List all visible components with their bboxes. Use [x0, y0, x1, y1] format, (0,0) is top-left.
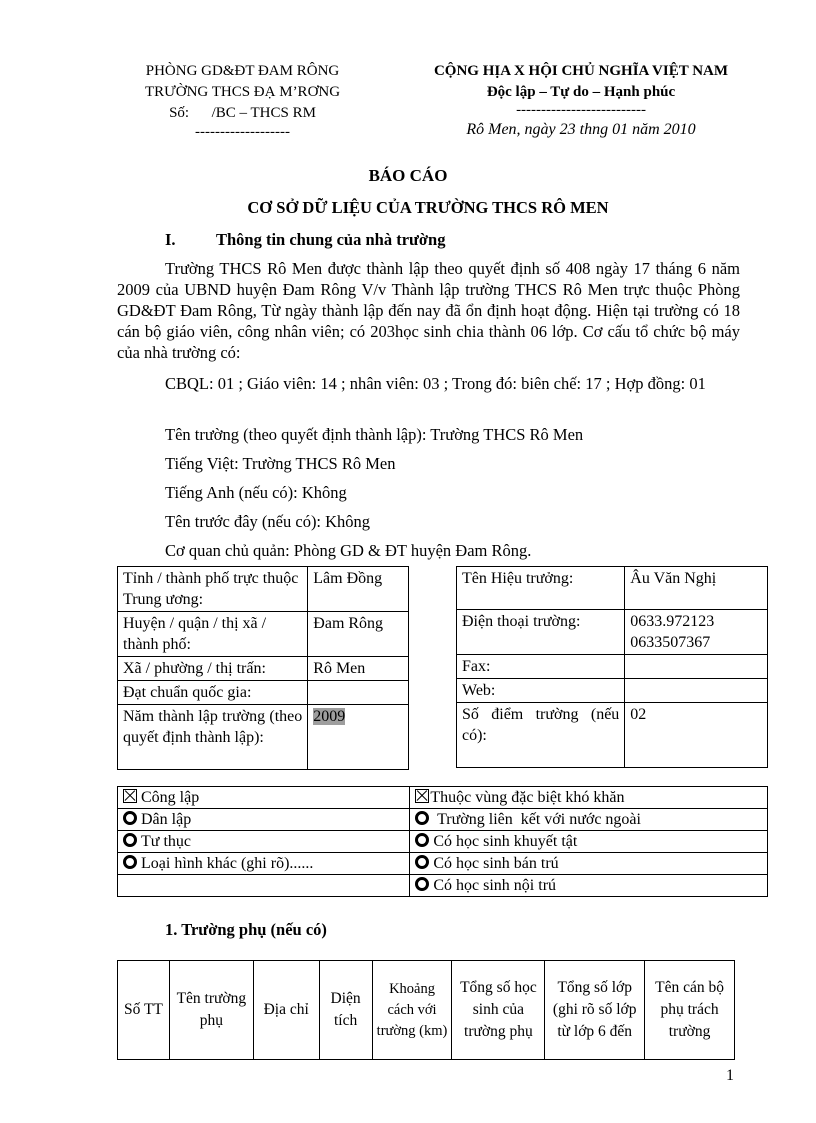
radio-icon — [415, 855, 429, 869]
web-label: Web: — [457, 679, 625, 703]
table-row — [118, 681, 409, 705]
option-other-type: Loại hình khác (ghi rõ)...... — [141, 855, 314, 872]
principal-label: Tên Hiệu trưởng: — [457, 567, 625, 610]
header-right — [395, 61, 767, 143]
checked-box-icon — [123, 789, 137, 803]
info-table-right — [456, 566, 768, 768]
table-row — [457, 567, 768, 610]
commune-value: Rô Men — [308, 657, 409, 681]
radio-icon — [415, 877, 429, 891]
staff-paragraph: CBQL: 01 ; Giáo viên: 14 ; nhân viên: 03 ; Trong đó: biên chế: 17 ; Hợp đồng: 01 — [165, 374, 706, 393]
principal-value: Âu Văn Nghị — [625, 567, 768, 610]
fax-label: Fax: — [457, 655, 625, 679]
option-boarding: Có học sinh nội trú — [433, 877, 557, 894]
header-address: Địa chỉ — [253, 961, 319, 1060]
district-value: Đam Rông — [308, 612, 409, 657]
school-name-line: Tên trường (theo quyết định thành lập): Trường THCS Rô Men — [165, 425, 584, 444]
table-row — [118, 567, 409, 612]
header-right-divider: -------------------------- — [516, 102, 646, 118]
option-public: Công lập — [141, 789, 200, 806]
header-area: Diện tích — [319, 961, 372, 1060]
header-manager: Tên cán bộ phụ trách trường — [645, 961, 735, 1060]
table-row — [118, 961, 735, 1060]
header-index: Số TT — [118, 961, 170, 1060]
province-value: Lâm Đồng — [308, 567, 409, 612]
web-value — [625, 679, 768, 703]
table-row — [118, 787, 768, 809]
radio-icon — [123, 811, 137, 825]
header-classes: Tổng số lớp (ghi rõ số lớp từ lớp 6 đến — [545, 961, 645, 1060]
document-number: Số: /BC – THCS RM — [169, 105, 316, 121]
province-label: Tỉnh / thành phố trực thuộc Trung ương: — [118, 567, 308, 612]
school-name: TRƯỜNG THCS ĐẠ M’RƠNG — [144, 84, 341, 100]
option-disabled-students: Có học sinh khuyết tật — [433, 833, 578, 850]
option-semi-boarding: Có học sinh bán trú — [433, 855, 559, 872]
former-name-line: Tên trước đây (nếu có): Không — [165, 512, 371, 531]
table-row — [457, 610, 768, 655]
campus-count-label: Số điểm trường (nếu có): — [457, 703, 625, 768]
option-private: Tư thục — [141, 833, 191, 850]
table-row — [457, 703, 768, 768]
branch-school-table — [117, 960, 735, 1060]
radio-icon — [123, 855, 137, 869]
option-disadvantaged-area: Thuộc vùng đặc biệt khó khăn — [430, 789, 625, 806]
campus-count-value: 02 — [625, 703, 768, 768]
table-row — [457, 679, 768, 703]
section-number: I. — [165, 230, 176, 249]
header-students: Tổng số học sinh của trường phụ — [452, 961, 545, 1060]
radio-icon — [415, 811, 429, 825]
phone-value: 0633.972123 0633507367 — [625, 610, 768, 655]
table-row — [118, 853, 768, 875]
national-title: CỘNG HỊA X HỘI CHỦ NGHĨA VIỆT NAM — [433, 63, 729, 79]
subsection-branch-schools: 1. Trường phụ (nếu có) — [165, 920, 327, 939]
header-distance: Khoảng cách với trường (km) — [372, 961, 452, 1060]
radio-icon — [123, 833, 137, 847]
info-table-left — [117, 566, 409, 770]
option-foreign-partnership: Trường liên kết với nước ngoài — [433, 811, 641, 828]
vietnamese-name-line: Tiếng Việt: Trường THCS Rô Men — [165, 454, 396, 473]
english-name-line: Tiếng Anh (nếu có): Không — [165, 483, 347, 502]
national-standard-label: Đạt chuẩn quốc gia: — [118, 681, 308, 705]
section-title: Thông tin chung của nhà trường — [216, 230, 446, 249]
fax-value — [625, 655, 768, 679]
commune-label: Xã / phường / thị trấn: — [118, 657, 308, 681]
table-row — [118, 705, 409, 770]
table-row — [118, 831, 768, 853]
checked-box-icon — [415, 789, 429, 803]
national-standard-value — [308, 681, 409, 705]
school-type-table — [117, 786, 768, 897]
page-number: 1 — [726, 1067, 734, 1084]
department-name: PHÒNG GD&ĐT ĐAM RÔNG — [145, 63, 340, 79]
managing-agency-line: Cơ quan chủ quản: Phòng GD & ĐT huyện Đam Rông. — [165, 541, 532, 560]
header-left — [100, 61, 385, 140]
document-date: Rô Men, ngày 23 thng 01 năm 2010 — [466, 121, 696, 138]
table-row — [118, 612, 409, 657]
table-row — [118, 809, 768, 831]
founding-year-label: Năm thành lập trường (theo quyết định thành lập): — [118, 705, 308, 770]
option-people-founded: Dân lập — [141, 811, 192, 828]
header-left-divider: ------------------- — [195, 124, 290, 140]
phone-label: Điện thoại trường: — [457, 610, 625, 655]
report-subtitle: CƠ SỞ DỮ LIỆU CỦA TRƯỜNG THCS RÔ MEN — [247, 198, 609, 217]
header-branch-name: Tên trường phụ — [169, 961, 253, 1060]
radio-icon — [415, 833, 429, 847]
founding-year-value: 2009 — [313, 708, 346, 725]
district-label: Huyện / quận / thị xã / thành phố: — [118, 612, 308, 657]
table-row — [118, 657, 409, 681]
national-motto: Độc lập – Tự do – Hạnh phúc — [486, 84, 676, 100]
report-title: BÁO CÁO — [368, 166, 448, 185]
intro-paragraph: Trường THCS Rô Men được thành lập theo quyết định số 408 ngày 17 tháng 6 năm 2009 của UBND huyện Đam Rông V/v Thành lập trường THCS Rô Men trực thuộc Phòng GD&ĐT Đam Rông, Từ ngày thành lập đến nay đã ổn định hoạt động. Hiện tại trường có 18 cán bộ giáo viên, công nhân viên; có 203học sinh chia thành 06 lớp. Cơ cấu tổ chức bộ máy của nhà trường có: — [117, 259, 740, 362]
table-row — [118, 875, 768, 897]
table-row — [457, 655, 768, 679]
